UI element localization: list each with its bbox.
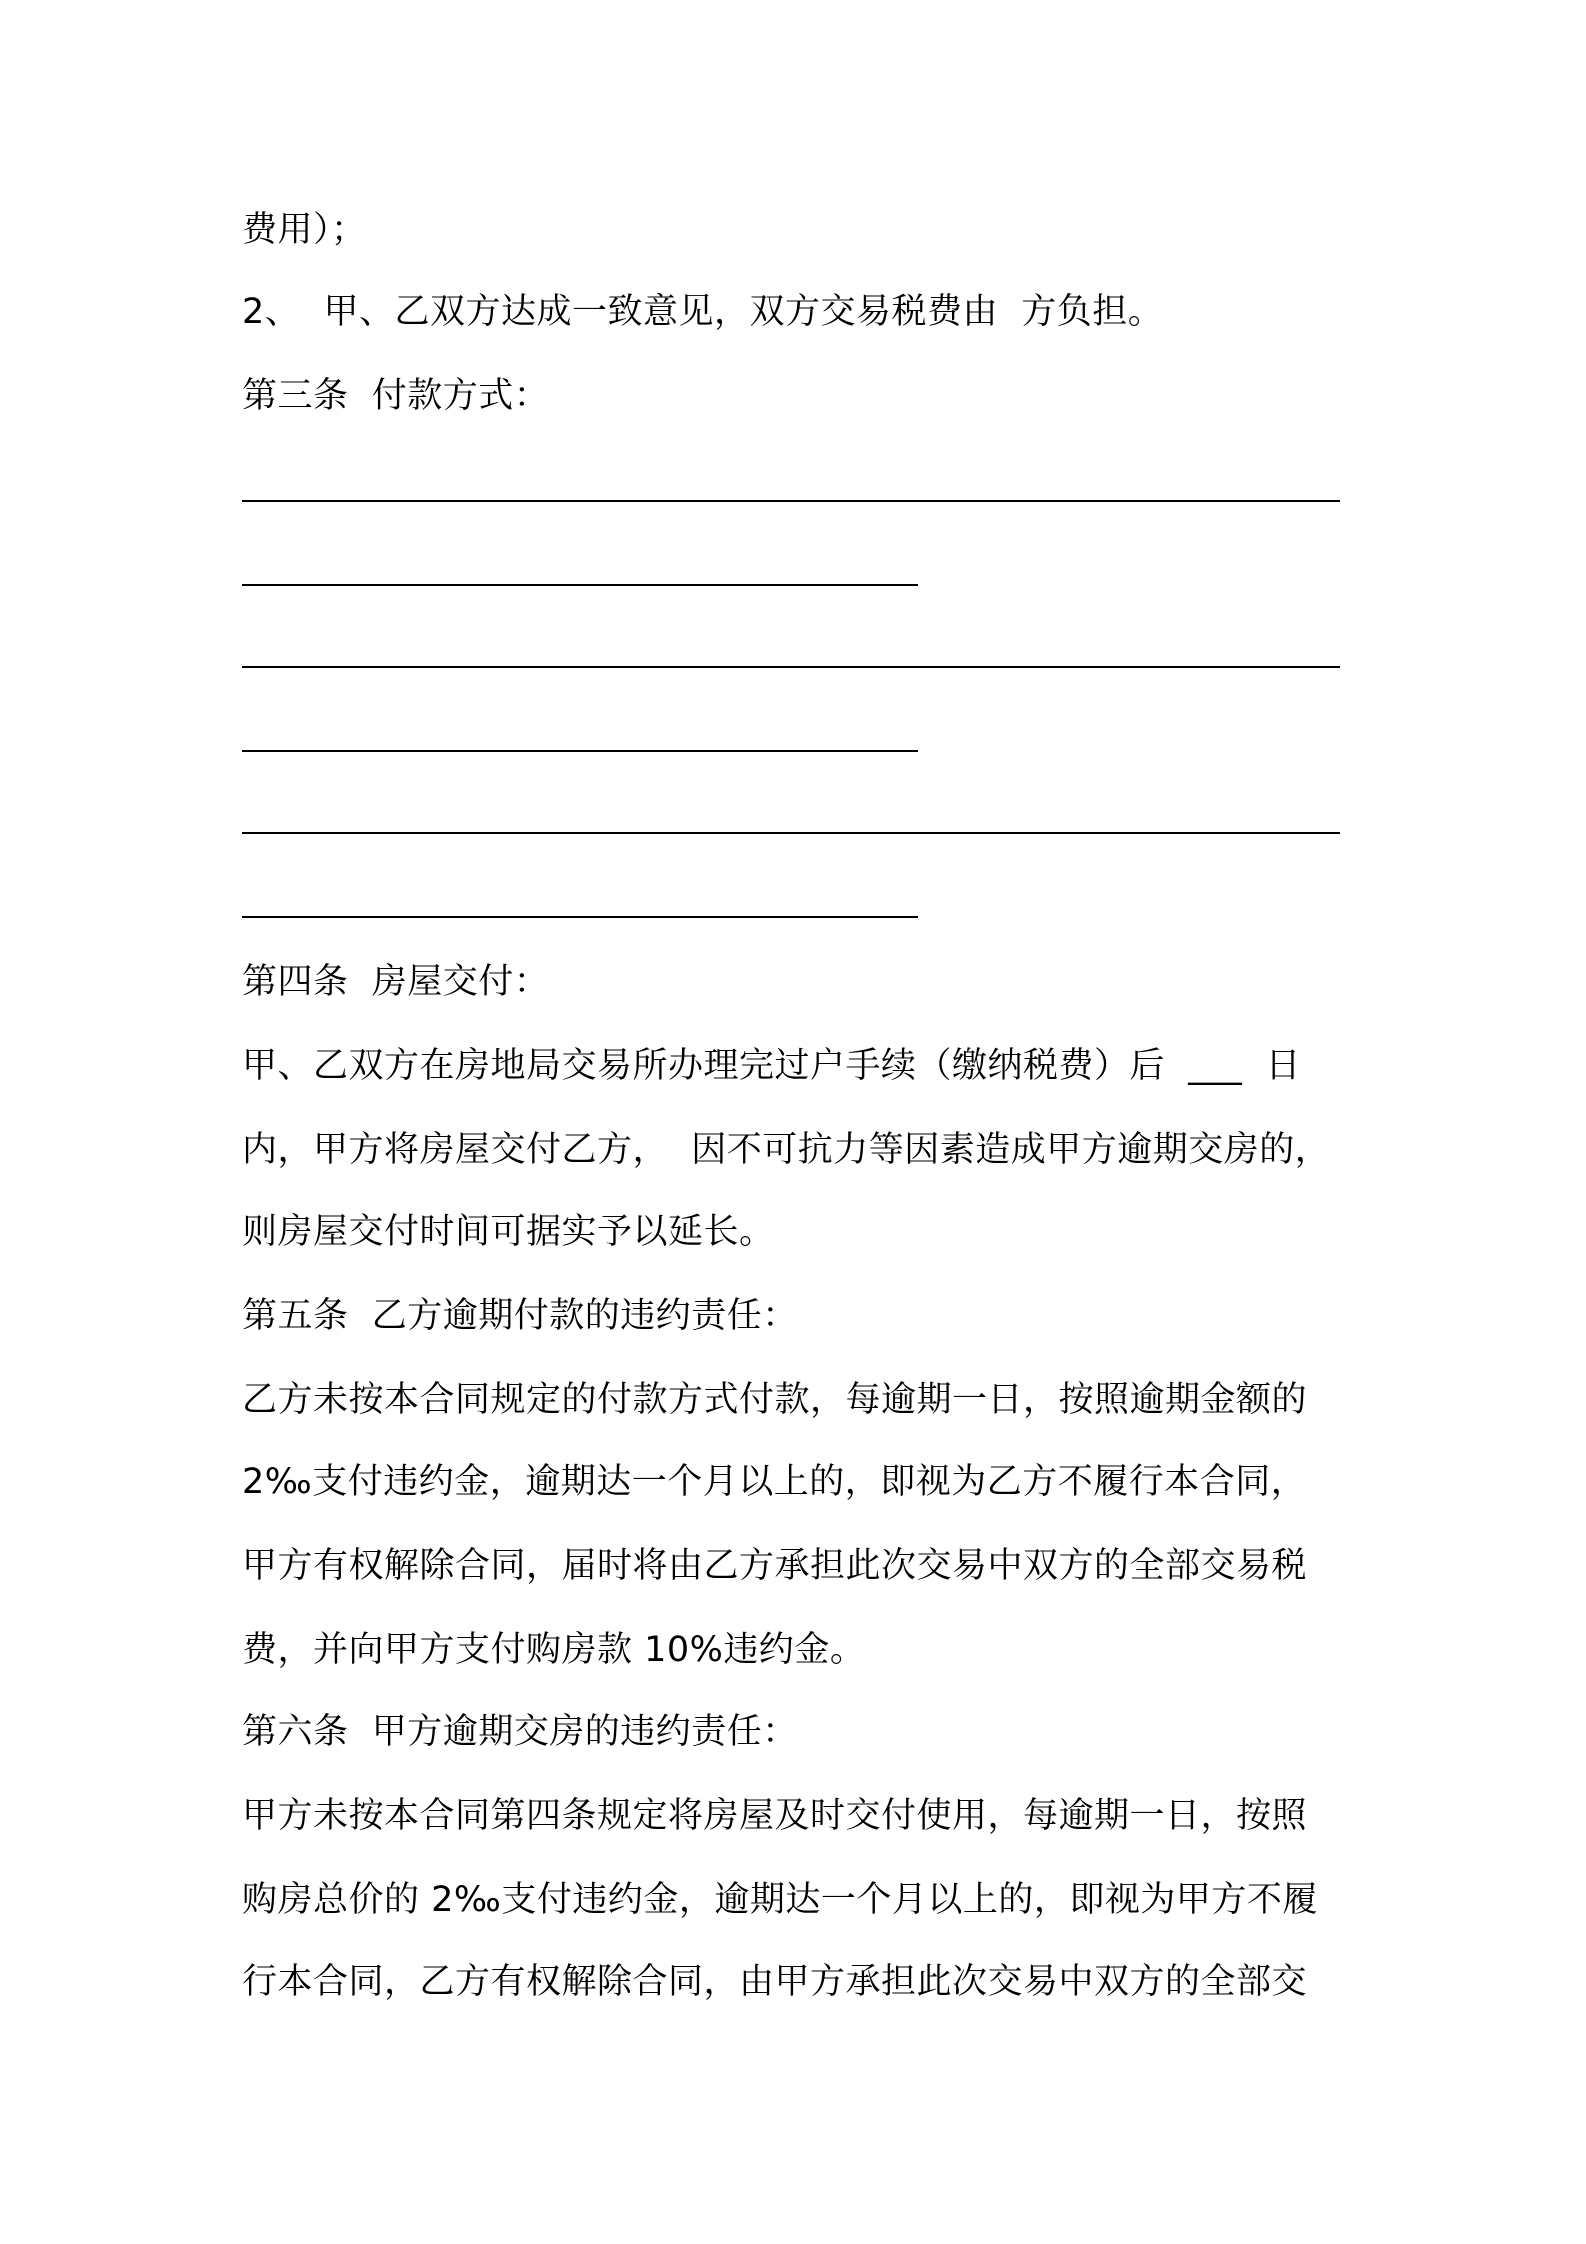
blank-fill-line (242, 832, 1340, 834)
article-heading: 第六条 甲方逾期交房的违约责任： (242, 1712, 798, 1752)
text-line: 则房屋交付时间可据实予以延长。 (242, 1212, 775, 1252)
text-line: 购房总价的 2‰支付违约金，逾期达一个月以上的，即视为甲方不履 (242, 1880, 1318, 1920)
text-line: 行本合同，乙方有权解除合同，由甲方承担此次交易中双方的全部交 (242, 1962, 1308, 2002)
text-line: 费，并向甲方支付购房款 10%违约金。 (242, 1630, 866, 1670)
text-line: 乙方未按本合同规定的付款方式付款，每逾期一日，按照逾期金额的 (242, 1380, 1308, 1420)
article-heading: 第四条 房屋交付： (242, 962, 550, 1002)
article-heading: 第三条 付款方式： (242, 376, 550, 416)
text-line: 甲、乙双方在房地局交易所办理完过户手续（缴纳税费）后 ___ 日 (242, 1046, 1302, 1086)
blank-fill-line (242, 500, 1340, 502)
blank-fill-line (242, 916, 918, 918)
text-line: 内，甲方将房屋交付乙方， 因不可抗力等因素造成甲方逾期交房的， (242, 1130, 1331, 1170)
text-line: 2、 甲、乙双方达成一致意见，双方交易税费由 方负担。 (242, 292, 1164, 332)
blank-fill-line (242, 666, 1340, 668)
text-line: 2‰支付违约金，逾期达一个月以上的，即视为乙方不履行本合同， (242, 1462, 1307, 1502)
text-line: 甲方未按本合同第四条规定将房屋及时交付使用，每逾期一日，按照 (242, 1796, 1308, 1836)
blank-fill-line (242, 750, 918, 752)
blank-fill-line (242, 584, 918, 586)
article-heading: 第五条 乙方逾期付款的违约责任： (242, 1296, 798, 1336)
text-line: 费用）； (242, 210, 367, 250)
text-line: 甲方有权解除合同，届时将由乙方承担此次交易中双方的全部交易税 (242, 1546, 1308, 1586)
